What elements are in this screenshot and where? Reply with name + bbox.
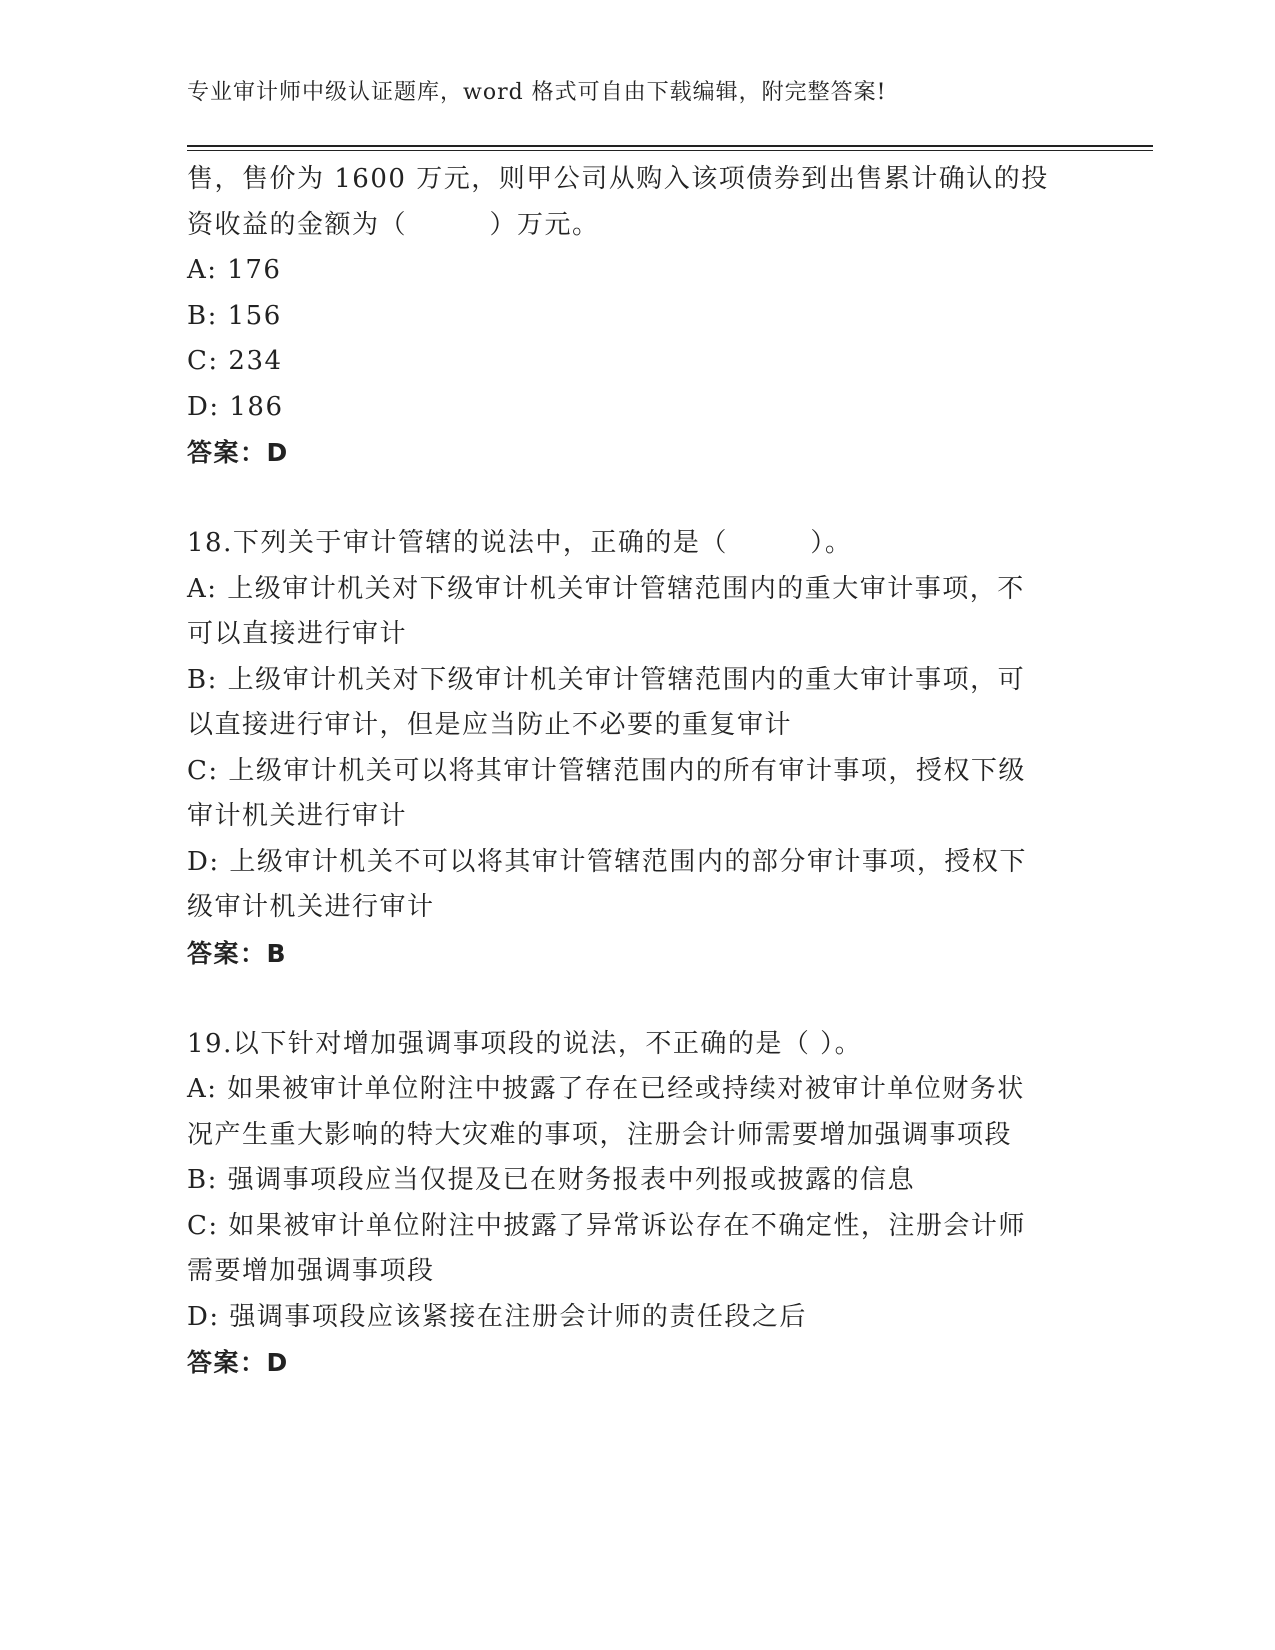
answer-label: 答案：D bbox=[187, 438, 289, 467]
question-content bbox=[187, 157, 1087, 1386]
option-c: C: 234 bbox=[187, 346, 283, 376]
option-a-continued: 况产生重大影响的特大灾难的事项，注册会计师需要增加强调事项段 bbox=[187, 1119, 1013, 1150]
option-b: B: 156 bbox=[187, 300, 282, 331]
header-divider bbox=[187, 145, 1153, 151]
question-stem: 18.下列关于审计管辖的说法中，正确的是（ ）。 bbox=[187, 528, 853, 558]
question-stem: 19.以下针对增加强调事项段的说法，不正确的是（ ）。 bbox=[187, 1028, 863, 1059]
question-17 bbox=[187, 157, 1087, 476]
question-stem-line: 售，售价为 1600 万元，则甲公司从购入该项债券到出售累计确认的投 bbox=[187, 164, 1049, 194]
answer-label: 答案：D bbox=[187, 1348, 289, 1377]
question-stem-line: 资收益的金额为（ ）万元。 bbox=[187, 209, 600, 240]
option-b-continued: 以直接进行审计，但是应当防止不必要的重复审计 bbox=[187, 710, 793, 740]
option-c-continued: 需要增加强调事项段 bbox=[187, 1256, 435, 1286]
option-d: D: 强调事项段应该紧接在注册会计师的责任段之后 bbox=[187, 1301, 807, 1332]
option-d: D: 186 bbox=[187, 391, 284, 422]
option-a: A: 上级审计机关对下级审计机关审计管辖范围内的重大审计事项，不 bbox=[187, 573, 1025, 604]
option-b: B: 上级审计机关对下级审计机关审计管辖范围内的重大审计事项，可 bbox=[187, 664, 1026, 695]
option-c: C: 上级审计机关可以将其审计管辖范围内的所有审计事项，授权下级 bbox=[187, 755, 1026, 786]
option-d-continued: 级审计机关进行审计 bbox=[187, 892, 435, 922]
option-c-continued: 审计机关进行审计 bbox=[187, 801, 408, 831]
page-header: 专业审计师中级认证题库，word 格式可自由下载编辑，附完整答案! bbox=[187, 80, 887, 105]
option-a-continued: 可以直接进行审计 bbox=[187, 619, 408, 649]
question-19 bbox=[187, 1022, 1087, 1386]
question-18 bbox=[187, 521, 1087, 976]
option-a: A: 如果被审计单位附注中披露了存在已经或持续对被审计单位财务状 bbox=[187, 1074, 1025, 1104]
spacer bbox=[187, 976, 1087, 1022]
option-c: C: 如果被审计单位附注中披露了异常诉讼存在不确定性，注册会计师 bbox=[187, 1210, 1026, 1241]
answer-label: 答案：B bbox=[187, 938, 288, 968]
option-d: D: 上级审计机关不可以将其审计管辖范围内的部分审计事项，授权下 bbox=[187, 846, 1027, 877]
spacer bbox=[187, 476, 1087, 522]
option-a: A: 176 bbox=[187, 255, 282, 285]
option-b: B: 强调事项段应当仅提及已在财务报表中列报或披露的信息 bbox=[187, 1165, 916, 1195]
